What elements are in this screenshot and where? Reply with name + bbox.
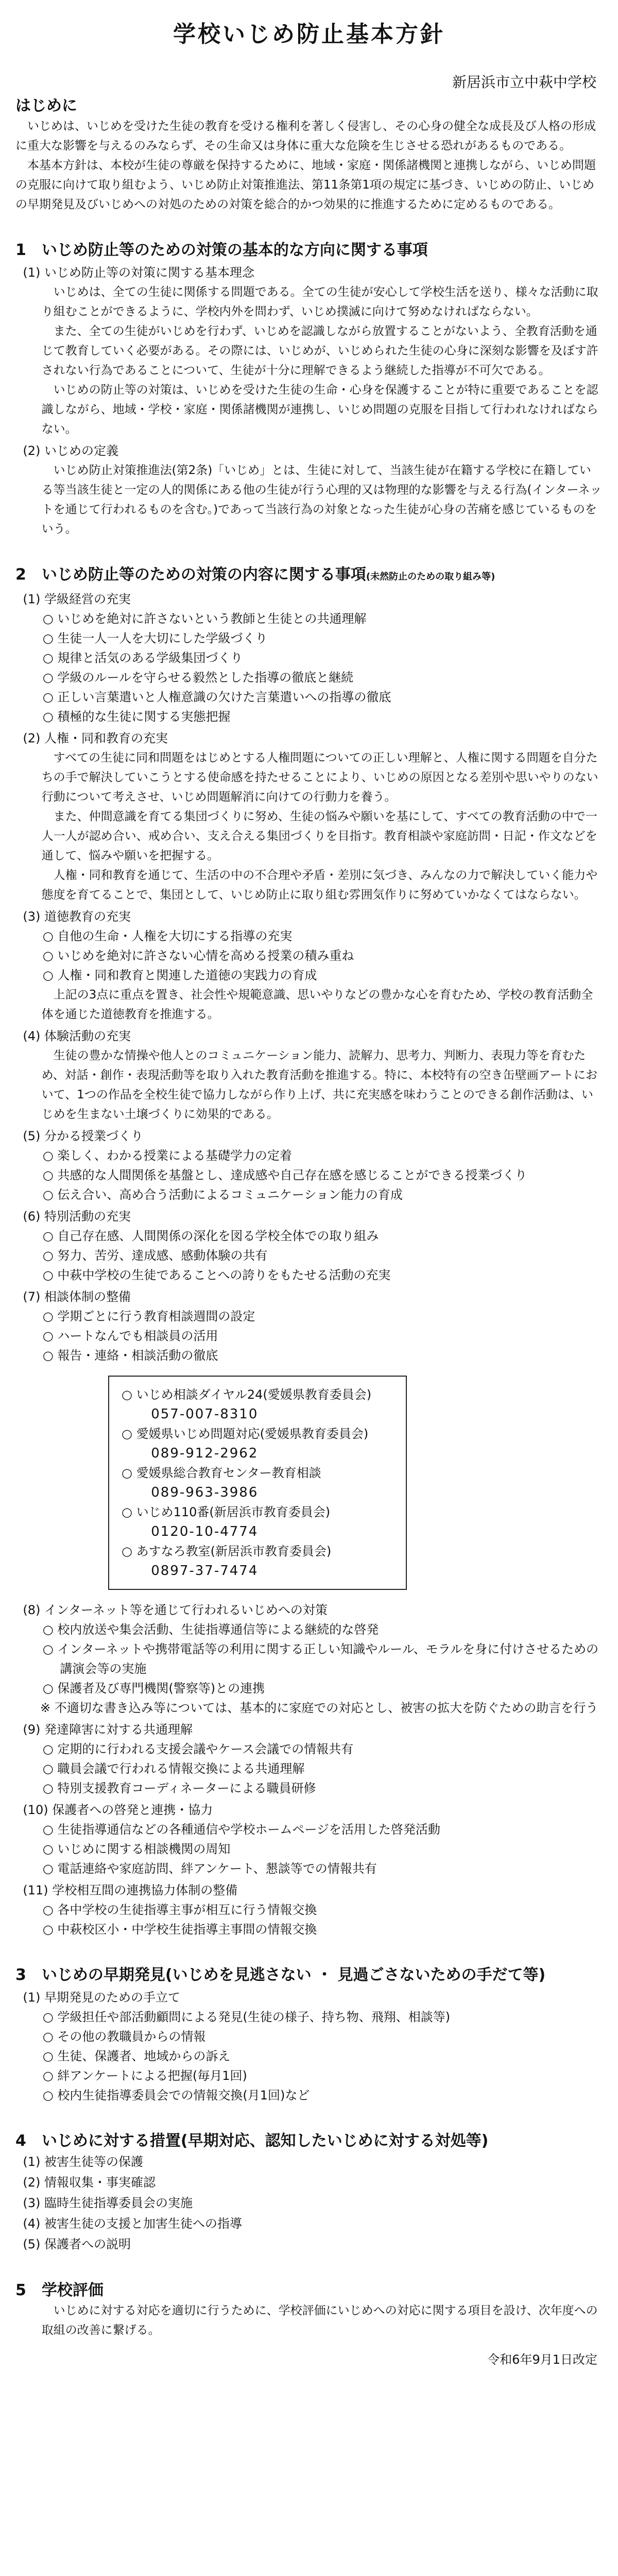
list-item: ○ 学級のルールを守らせる毅然とした指導の徹底と継続 xyxy=(42,670,354,685)
list-item: ○ 学期ごとに行う教育相談週間の設定 xyxy=(42,1309,255,1324)
list-item: ○ 校内放送や集会活動、生徒指導通信等による継続的な啓発 xyxy=(42,1622,379,1637)
note: ※ 不適切な書き込み等については、基本的に家庭での対応とし、被害の拡大を防ぐための助言を行う xyxy=(40,1701,598,1715)
list-item: ○ 規律と活気のある学級集団づくり xyxy=(42,651,243,665)
section-2-sub-1: (1) 学級経営の充実 xyxy=(23,592,131,606)
section-2-sub-7: (7) 相談体制の整備 xyxy=(23,1290,131,1304)
list-item: ○ 各中学校の生徒指導主事が相互に行う情報交換 xyxy=(42,1903,317,1917)
list-item: (2) 情報収集・事実確認 xyxy=(23,2175,156,2190)
contact-phone: 089-963-3986 xyxy=(151,1485,259,1500)
list-item: ○ いじめに関する相談機関の周知 xyxy=(42,1842,231,1856)
section-2-sub-5: (5) 分かる授業づくり xyxy=(23,1129,144,1143)
list-item: ○ 中萩校区小・中学校生徒指導主事間の情報交換 xyxy=(42,1922,317,1937)
section-2-sub-4: (4) 体験活動の充実 xyxy=(23,1029,131,1043)
paragraph: 上記の3点に重点を置き、社会性や規範意識、思いやりなどの豊かな心を育むため、学校の教育活動全体を通じた道徳教育を推進する。 xyxy=(41,988,593,1021)
intro-heading: はじめに xyxy=(15,97,77,115)
list-item: ○ 職員会議で行われる情報交換による共通理解 xyxy=(42,1761,305,1776)
section-1-title: 1 いじめ防止等のための対策の基本的な方向に関する事項 xyxy=(15,241,428,259)
section-5-title: 5 学校評価 xyxy=(15,2281,104,2299)
paragraph: いじめに対する対応を適切に行うために、学校評価にいじめへの対応に関する項目を設け、次年度への取組の改善に繋げる。 xyxy=(41,2304,598,2337)
section-4-title: 4 いじめに対する措置(早期対応、認知したいじめに対する対処等) xyxy=(15,2132,489,2150)
list-item: ○ 定期的に行われる支援会議やケース会議での情報共有 xyxy=(42,1742,354,1756)
paragraph: 人権・同和教育を通じて、生活の中の不合理や矛盾・差別に気づき、みんなの力で解決していく能力や態度を育てることで、集団として、いじめ防止に取り組む雰囲気作りに努めていかなくてはならない。 xyxy=(41,869,598,902)
paragraph: いじめ防止対策推進法(第2条)「いじめ」とは、生徒に対して、当該生徒が在籍する学校に在籍している等当該生徒と一定の人的関係にある他の生徒が行う心理的又は物理的な影響を与える行為(インターネットを通じて行われるものを含む。)であって当該行為の対象となった生徒が心身の苦痛を感じているものをいう。 xyxy=(41,464,602,536)
intro-paragraph: いじめは、いじめを受けた生徒の教育を受ける権利を著しく侵害し、その心身の健全な成長及び人格の形成に重大な影響を与えるのみならず、その生命又は身体に重大な危険を生じさせる恐れがあるものである。 xyxy=(15,120,596,152)
contact-org: ○ 愛媛県いじめ問題対応(愛媛県教育委員会) xyxy=(122,1427,369,1441)
paragraph: 生徒の豊かな情操や他人とのコミュニケーション能力、読解力、思考力、判断力、表現力等を育むため、対話・創作・表現活動等を取り入れた教育活動を推進する。特に、本校特有の空き缶壁画アートにおいて、1つの作品を全校生徒で協力しながら作り上げ、共に充実感を味わうことのできる創作活動は、いじめを生まない土壌づくりに効果的である。 xyxy=(41,1049,597,1121)
list-item: ○ 正しい言葉遣いと人権意識の欠けた言葉遣いへの指導の徹底 xyxy=(42,690,391,704)
list-item: ○ 中萩中学校の生徒であることへの誇りをもたせる活動の充実 xyxy=(42,1268,391,1282)
section-1-sub-2: (2) いじめの定義 xyxy=(23,444,119,458)
list-item: ○ 保護者及び専門機関(警察等)との連携 xyxy=(42,1681,265,1696)
list-item: ○ 生徒指導通信などの各種通信や学校ホームページを活用した啓発活動 xyxy=(42,1822,440,1837)
contact-phone: 0897-37-7474 xyxy=(151,1563,259,1579)
list-item: ○ ハートなんでも相談員の活用 xyxy=(42,1329,218,1343)
list-item: ○ 生徒、保護者、地域からの訴え xyxy=(42,2049,231,2063)
list-item: ○ インターネットや携帯電話等の利用に関する正しい知識やルール、モラルを身に付けさせるための講演会等の実施 xyxy=(42,1642,599,1676)
section-2-title-note: (未然防止のための取り組み等) xyxy=(366,571,495,582)
list-item: (1) 被害生徒等の保護 xyxy=(23,2155,144,2169)
section-2-title-text: 2 いじめ防止等のための対策の内容に関する事項 xyxy=(15,566,366,584)
paragraph: また、仲間意識を育てる集団づくりに努め、生徒の悩みや願いを基にして、すべての教育活動の中で一人一人が認め合い、戒め合い、支え合える集団づくりを目指す。教育相談や家庭訪問・日記・作文などを通して、悩みや願いを把握する。 xyxy=(41,810,597,862)
list-item: (5) 保護者への説明 xyxy=(23,2237,131,2251)
list-item: ○ 電話連絡や家庭訪問、絆アンケート、懇談等での情報共有 xyxy=(42,1861,377,1876)
paragraph: いじめは、全ての生徒に関係する問題である。全ての生徒が安心して学校生活を送り、様々な活動に取り組むことができるように、学校内外を問わず、いじめ撲滅に向けて努めなければならない。 xyxy=(41,285,598,318)
list-item: ○ 自己存在感、人間関係の深化を図る学校全体での取り組み xyxy=(42,1229,379,1243)
section-2-sub-8: (8) インターネット等を通じて行われるいじめへの対策 xyxy=(23,1603,328,1617)
paragraph: いじめの防止等の対策は、いじめを受けた生徒の生命・心身を保護することが特に重要であることを認識しながら、地域・学校・家庭・関係諸機関が連携し、いじめ問題の克服を目指して行われなければならない。 xyxy=(41,383,598,436)
list-item: ○ その他の教職員からの情報 xyxy=(42,2029,206,2044)
list xyxy=(15,609,603,726)
section-2-sub-10: (10) 保護者への啓発と連携・協力 xyxy=(23,1803,213,1817)
contact-org: ○ いじめ相談ダイヤル24(愛媛県教育委員会) xyxy=(122,1387,372,1402)
contact-box xyxy=(108,1376,407,1590)
intro-paragraph: 本基本方針は、本校が生徒の尊厳を保持するために、地域・家庭・関係諸機関と連携しながら、いじめ問題の克服に向けて取り組むよう、いじめ防止対策推進法、第11条第1項の規定に基づき、いじめの防止、いじめの早期発見及びいじめへの対処のための対策を総合的かつ効果的に推進するために定めるものである。 xyxy=(15,159,596,211)
list-item: ○ 人権・同和教育と関連した道徳の実践力の育成 xyxy=(42,968,317,982)
list-item: ○ 絆アンケートによる把握(毎月1回) xyxy=(42,2069,247,2083)
list-item: ○ 特別支援教育コーディネーターによる職員研修 xyxy=(42,1781,316,1795)
section-2-sub-3: (3) 道徳教育の充実 xyxy=(23,909,131,924)
list-item: ○ 自他の生命・人権を大切にする指導の充実 xyxy=(42,929,293,943)
list-item: ○ 共感的な人間関係を基盤とし、達成感や自己存在感を感じることができる授業づくり xyxy=(42,1168,527,1182)
section-3-title: 3 いじめの早期発見(いじめを見逃さない ・ 見過ごさないための手だて等) xyxy=(15,1966,546,1984)
contact-phone: 0120-10-4774 xyxy=(151,1524,259,1539)
contact-phone: 057-007-8310 xyxy=(151,1406,259,1422)
section-2-sub-6: (6) 特別活動の充実 xyxy=(23,1209,131,1224)
section-2-sub-2: (2) 人権・同和教育の充実 xyxy=(23,731,168,745)
list-item: ○ 報告・連絡・相談活動の徹底 xyxy=(42,1348,218,1363)
list-item: ○ いじめを絶対に許さないという教師と生徒との共通理解 xyxy=(42,612,367,626)
list-item: ○ 伝え合い、高め合う活動によるコミュニケーション能力の育成 xyxy=(42,1188,403,1202)
section-2-sub-9: (9) 発達障害に対する共通理解 xyxy=(23,1722,193,1737)
contact-org: ○ いじめ110番(新居浜市教育委員会) xyxy=(122,1505,331,1519)
paragraph: すべての生徒に同和問題をはじめとする人権問題についての正しい理解と、人権に関する問題を自分たちの手で解決していこうとする使命感を持たせることにより、いじめの原因となる差別や思いやりのない行動について考えさせ、いじめ問題解消に向けての行動力を養う。 xyxy=(41,751,598,804)
section-1-sub-1: (1) いじめ防止等の対策に関する基本理念 xyxy=(23,265,255,280)
list-item: (3) 臨時生徒指導委員会の実施 xyxy=(23,2196,193,2210)
list-item: (4) 被害生徒の支援と加害生徒への指導 xyxy=(23,2216,243,2231)
list-item: ○ 学級担任や部活動顧問による発見(生徒の様子、持ち物、飛翔、相談等) xyxy=(42,2010,451,2024)
page-title: 学校いじめ防止基本方針 xyxy=(173,21,445,47)
list-item: ○ 校内生徒指導委員会での情報交換(月1回)など xyxy=(42,2088,310,2103)
list-item: ○ いじめを絶対に許さない心情を高める授業の積み重ね xyxy=(42,948,354,963)
list-item: ○ 生徒一人一人を大切にした学級づくり xyxy=(42,631,268,646)
section-2-title xyxy=(15,565,603,587)
contact-org: ○ 愛媛県総合教育センター教育相談 xyxy=(122,1466,321,1480)
list-item: ○ 努力、苦労、達成感、感動体験の共有 xyxy=(42,1248,268,1263)
revision-date: 令和6年9月1日改定 xyxy=(487,2352,597,2367)
contact-org: ○ あすなろ教室(新居浜市教育委員会) xyxy=(122,1544,332,1558)
list-item: ○ 楽しく、わかる授業による基礎学力の定着 xyxy=(42,1148,292,1163)
contact-phone: 089-912-2962 xyxy=(151,1446,259,1461)
section-3-sub-1: (1) 早期発見のための手立て xyxy=(23,1990,181,2005)
school-name: 新居浜市立中萩中学校 xyxy=(452,74,596,91)
paragraph: また、全ての生徒がいじめを行わず、いじめを認識しながら放置することがないよう、全教育活動を通じて教育していく必要がある。その際には、いじめが、いじめられた生徒の心身に深刻な影響を及ぼす許されない行為であることについて、生徒が十分に理解できるよう継続した指導が不可欠である。 xyxy=(41,325,598,377)
list-item: ○ 積極的な生徒に関する実態把握 xyxy=(42,709,231,724)
section-2-sub-11: (11) 学校相互間の連携協力体制の整備 xyxy=(23,1883,238,1897)
